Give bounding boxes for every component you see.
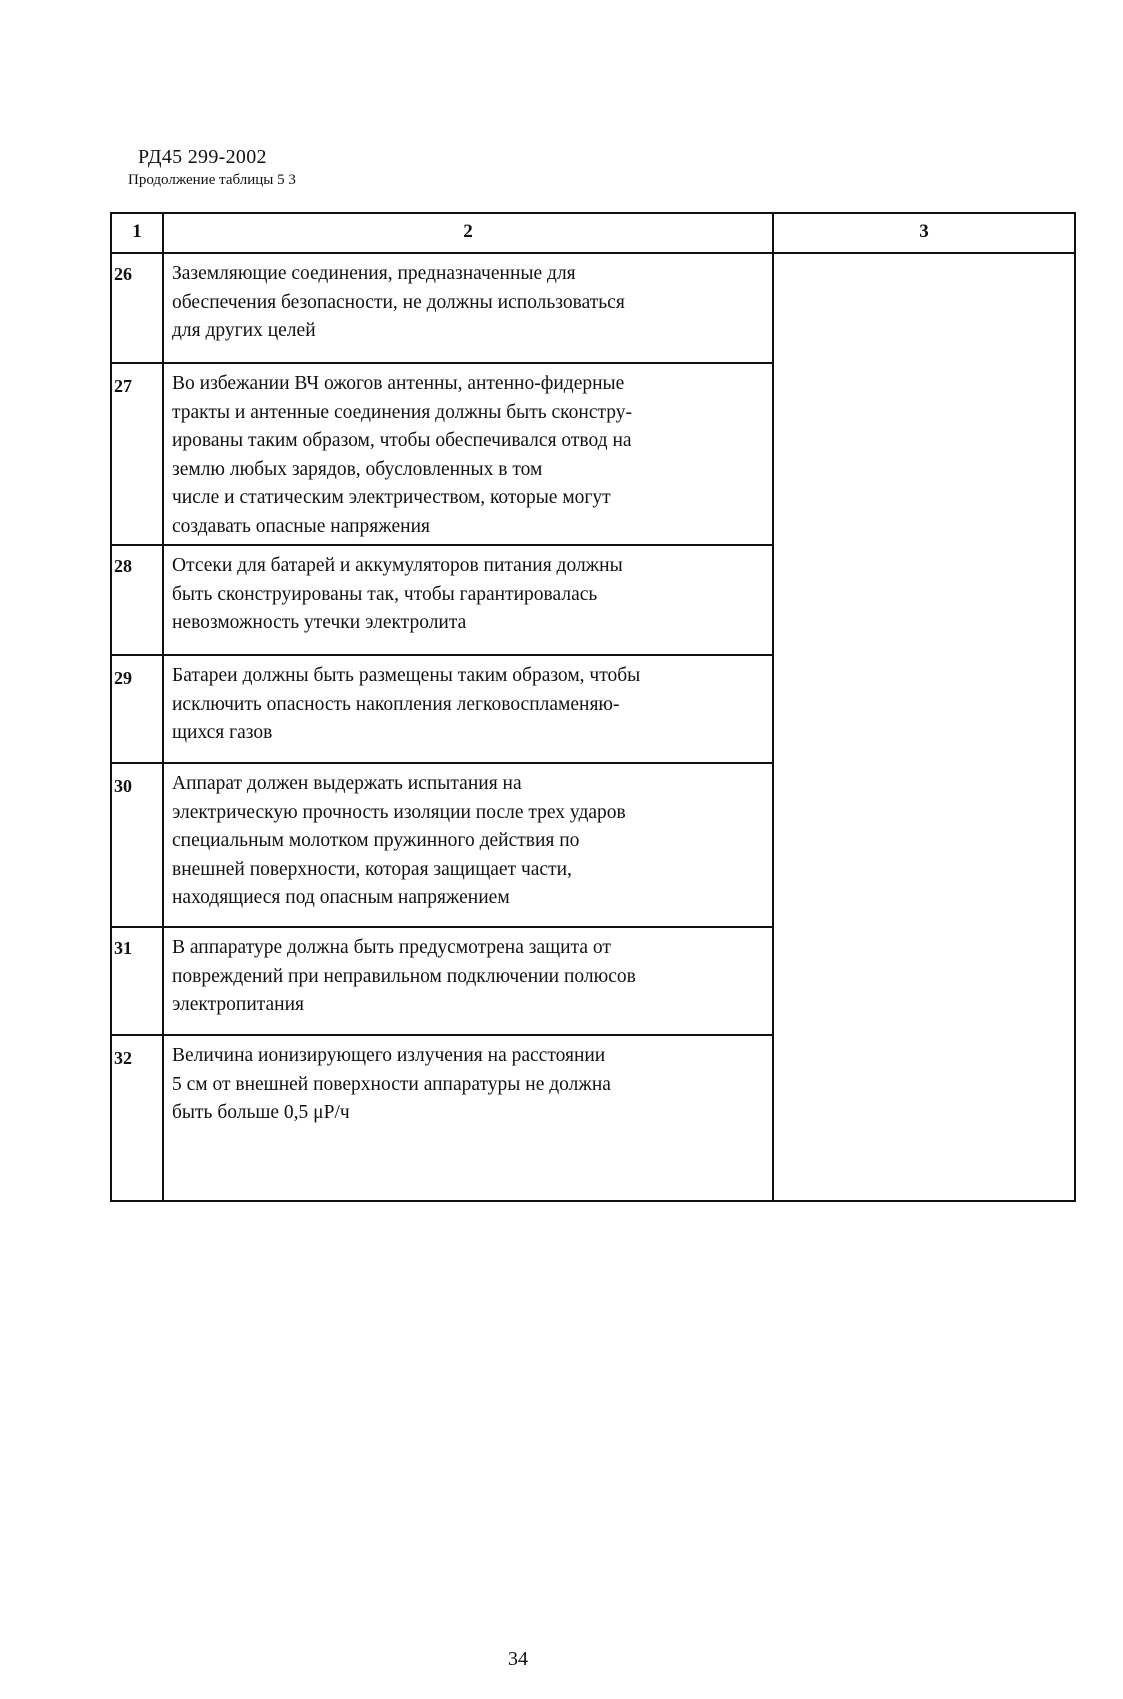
row-text [172, 662, 738, 748]
row-divider [110, 926, 774, 928]
text-line: Величина ионизирующего излучения на расстоянии [172, 1045, 606, 1066]
document-code: РД45 299-2002 [138, 146, 267, 168]
text-line: специальным молотком пружинного действия по [172, 830, 580, 851]
text-line: числе и статическим электричеством, которые могут [172, 487, 611, 508]
text-line: исключить опасность накопления легковоспламеняю- [172, 693, 620, 715]
text-line: В аппаратуре должна быть предусмотрена защита от [172, 937, 611, 958]
column-divider [772, 212, 774, 1202]
row-number: 30 [114, 776, 132, 796]
row-divider [110, 762, 774, 764]
row-text [172, 370, 738, 541]
table-bottom-border [110, 1200, 1076, 1202]
text-line: электрическую прочность изоляции после трех ударов [172, 801, 626, 823]
text-line: обеспечения безопасности, не должны использоваться [172, 291, 625, 313]
row-number: 29 [114, 668, 132, 688]
page-number: 34 [508, 1648, 528, 1670]
row-text [172, 1042, 738, 1128]
text-line: быть сконструированы так, чтобы гарантировалась [172, 583, 598, 605]
row-text [172, 934, 738, 1020]
row-number: 31 [114, 938, 132, 958]
column-header-2: 2 [463, 221, 473, 242]
text-line: Заземляющие соединения, предназначенные для [172, 263, 576, 284]
row-number: 32 [114, 1048, 132, 1068]
row-text [172, 552, 738, 638]
text-line: Во избежании ВЧ ожогов антенны, антенно-фидерные [172, 373, 625, 394]
text-line: Батареи должны быть размещены таким образом, чтобы [172, 665, 641, 686]
text-line: повреждений при неправильном подключении полюсов [172, 965, 636, 987]
row-text [172, 260, 738, 346]
table-left-border [110, 212, 112, 1202]
column-header-3: 3 [919, 221, 929, 242]
column-header-1: 1 [132, 221, 142, 242]
row-number: 27 [114, 376, 132, 396]
text-line: тракты и антенные соединения должны быть сконстру- [172, 401, 632, 423]
row-divider [110, 544, 774, 546]
table-continuation-caption: Продолжение таблицы 5 3 [128, 172, 296, 188]
column-divider [162, 212, 164, 1202]
text-line: 5 см от внешней поверхности аппаратуры не должна [172, 1073, 611, 1095]
text-line: щихся газов [172, 722, 273, 743]
row-divider [110, 1034, 774, 1036]
text-line: для других целей [172, 320, 316, 341]
text-line: невозможность утечки электролита [172, 612, 467, 633]
header-bottom-border [110, 252, 1076, 254]
table-right-border [1074, 212, 1076, 1202]
requirements-table [110, 212, 1076, 1202]
text-line: Аппарат должен выдержать испытания на [172, 773, 522, 794]
row-number: 26 [114, 264, 132, 284]
text-line: землю любых зарядов, обусловленных в том [172, 458, 543, 480]
row-number: 28 [114, 556, 132, 576]
text-line: электропитания [172, 994, 305, 1015]
text-line: внешней поверхности, которая защищает части, [172, 858, 572, 880]
row-text [172, 770, 738, 913]
text-line: быть больше 0,5 μР/ч [172, 1102, 350, 1123]
row-divider [110, 654, 774, 656]
text-line: находящиеся под опасным напряжением [172, 887, 510, 908]
text-line: Отсеки для батарей и аккумуляторов питания должны [172, 555, 623, 576]
row-divider [110, 362, 774, 364]
text-line: ированы таким образом, чтобы обеспечивался отвод на [172, 430, 632, 451]
text-line: создавать опасные напряжения [172, 515, 430, 537]
